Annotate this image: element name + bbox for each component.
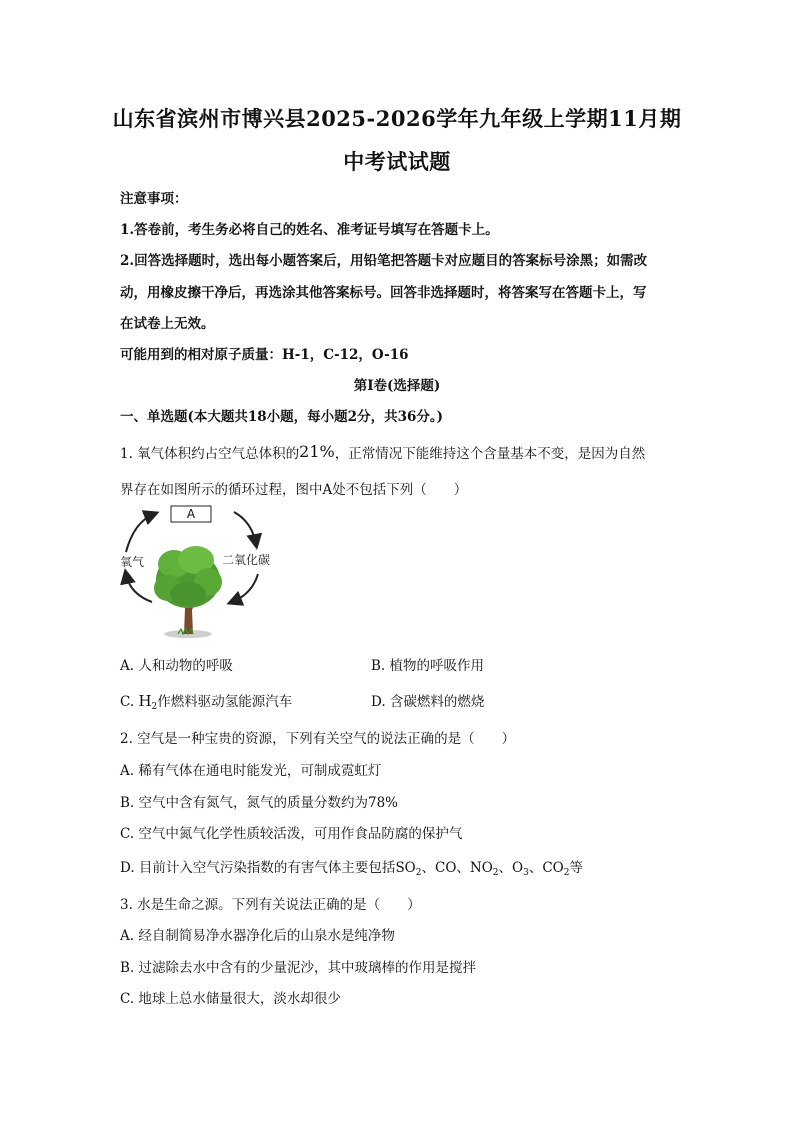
notice-item-2-line3: 在试卷上无效。 — [120, 316, 215, 332]
separator: 、 — [421, 860, 435, 876]
q1-option-c-subscript: 2 — [151, 702, 158, 712]
arrow-top-right — [234, 512, 256, 544]
q3-option-a[interactable]: A. 经自制简易净水器净化后的山泉水是纯净物 — [120, 928, 395, 944]
notice-heading: 注意事项： — [120, 191, 188, 207]
formula-no2: $NO_2$ — [469, 860, 499, 878]
volume-title: 第Ⅰ卷(选择题) — [353, 378, 441, 394]
separator: 、 — [528, 860, 543, 876]
notice-item-1: 1.答卷前，考生务必将自己的姓名、准考证号填写在答题卡上。 — [120, 222, 499, 238]
q2-option-b[interactable]: B. 空气中含有氮气，氮气的质量分数约为78% — [120, 795, 399, 811]
q1-stem-a: 1. 氧气体积约占空气总体积的 — [120, 446, 300, 462]
formula-o3: $O_3$ — [512, 860, 529, 878]
exam-title-line2: 中考试试题 — [343, 149, 451, 174]
notice-item-2-line1: 2.回答选择题时，选出每小题答案后，用铅笔把答题卡对应题目的答案标号涂黑；如需改 — [120, 253, 648, 269]
separator: 、 — [498, 860, 513, 876]
q2-option-d[interactable] — [120, 856, 583, 878]
q1-option-b[interactable]: B. 植物的呼吸作用 — [371, 658, 485, 674]
q1-option-d[interactable]: D. 含碳燃料的燃烧 — [371, 694, 485, 710]
q2-option-a[interactable]: A. 稀有气体在通电时能发光，可制成霓虹灯 — [120, 763, 382, 779]
q2-stem: 2. 空气是一种宝贵的资源，下列有关空气的说法正确的是（ ） — [120, 731, 516, 747]
arrow-bottom-left — [126, 574, 152, 602]
arrow-bottom-right — [232, 574, 258, 602]
q1-stem-b: ，正常情况下能维持这个含量基本不变，是因为自然 — [334, 446, 646, 462]
separator: 、 — [456, 860, 470, 876]
tree-icon — [154, 546, 222, 638]
formula-co2: $CO_2$ — [542, 860, 570, 878]
q1-stem-percent: 21% — [299, 442, 335, 461]
q1-option-c-formula: H — [138, 692, 152, 710]
q3-option-b[interactable]: B. 过滤除去水中含有的少量泥沙，其中玻璃棒的作用是搅拌 — [120, 960, 477, 976]
q3-stem: 3. 水是生命之源。下列有关说法正确的是（ ） — [120, 897, 421, 913]
formula-co: CO — [435, 860, 457, 876]
exam-title-line1: 山东省滨州市博兴县2025-2026学年九年级上学期11月期 — [112, 106, 682, 131]
formula-so2: $SO_2$ — [395, 860, 422, 878]
notice-item-2-line2: 动，用橡皮擦干净后，再选涂其他答案标号。回答非选择题时，将答案写在答题卡上，写 — [120, 285, 647, 301]
q3-option-c[interactable]: C. 地球上总水储量很大，淡水却很少 — [120, 991, 341, 1007]
part-title: 一、单选题(本大题共18小题，每小题2分，共36分。) — [120, 409, 443, 425]
q2-option-d-text: D. 目前计入空气污染指数的有害气体主要包括 — [120, 860, 396, 876]
q2-option-d-end: 等 — [569, 860, 583, 876]
q1-option-a[interactable]: A. 人和动物的呼吸 — [120, 658, 233, 674]
atomic-mass-note: 可能用到的相对原子质量：H-1，C-12，O-16 — [120, 347, 409, 363]
oxygen-label: 氧气 — [120, 555, 145, 569]
q2-option-c[interactable]: C. 空气中氮气化学性质较活泼，可用作食品防腐的保护气 — [120, 826, 463, 842]
q1-option-c[interactable] — [120, 690, 292, 712]
q1-option-c-text: 作燃料驱动氢能源汽车 — [157, 694, 293, 710]
oxygen-cycle-diagram — [112, 502, 282, 642]
carbon-dioxide-label: 二氧化碳 — [222, 553, 271, 567]
q1-stem-line1 — [120, 442, 645, 462]
cycle-box-label: A — [186, 507, 196, 521]
q1-option-c-prefix: C. — [120, 694, 139, 710]
arrow-top-left — [126, 514, 154, 552]
q1-stem-line2: 界存在如图所示的循环过程，图中A处不包括下列（ ） — [120, 482, 468, 498]
